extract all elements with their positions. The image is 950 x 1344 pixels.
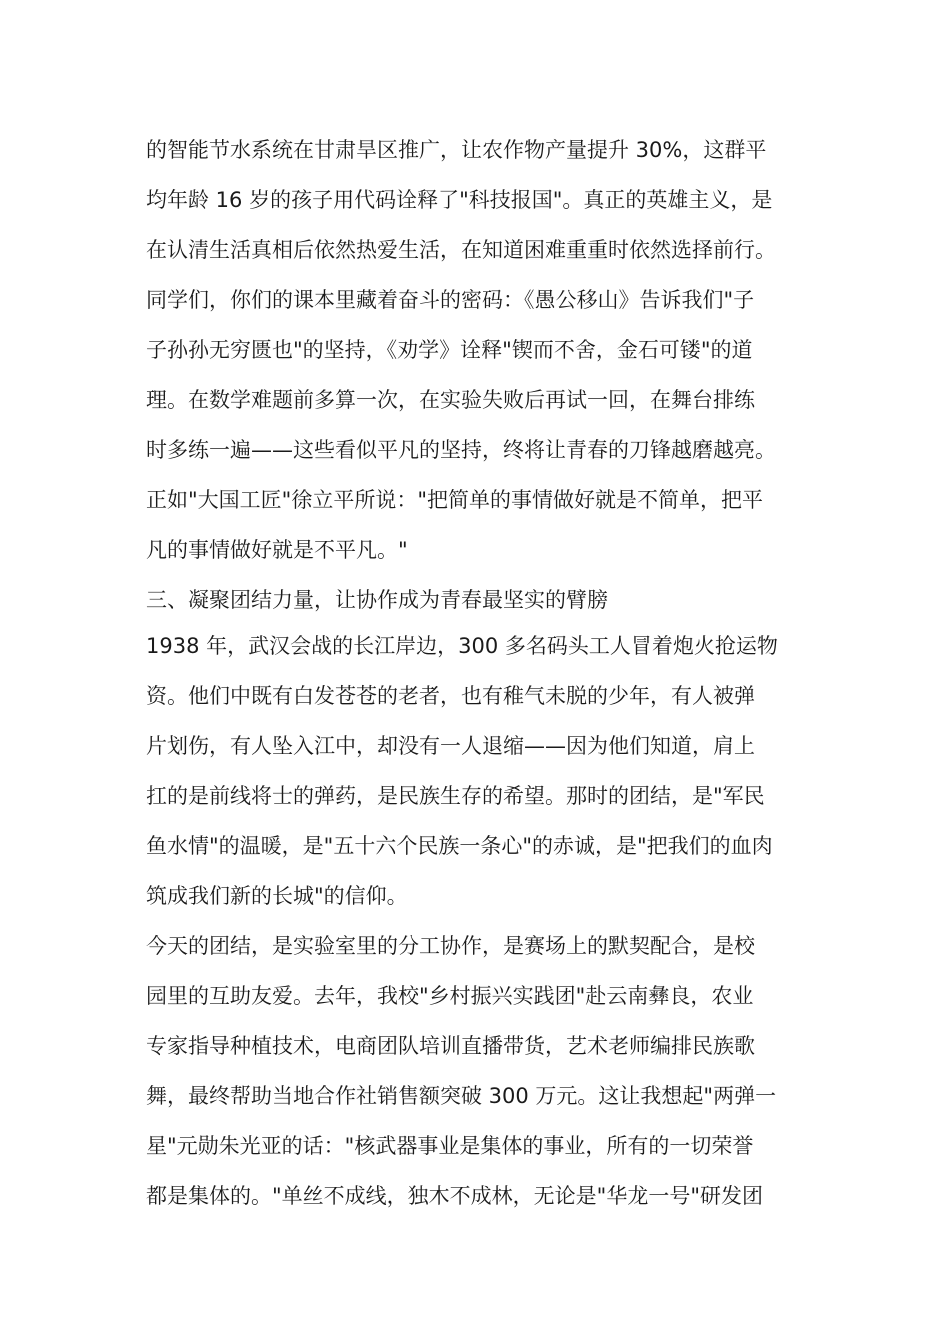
text-line: 都是集体的。"单丝不成线，独木不成林，无论是"华龙一号"研发团 xyxy=(146,1184,763,1208)
text-line: 在认清生活真相后依然热爱生活，在知道困难重重时依然选择前行。 xyxy=(146,238,776,262)
text-line: 时多练一遍——这些看似平凡的坚持，终将让青春的刀锋越磨越亮。 xyxy=(146,438,776,462)
text-line: 园里的互助友爱。去年，我校"乡村振兴实践团"赴云南彝良，农业 xyxy=(146,984,754,1008)
text-line: 资。他们中既有白发苍苍的老者，也有稚气未脱的少年，有人被弹 xyxy=(146,684,755,708)
text-line: 同学们，你们的课本里藏着奋斗的密码：《愚公移山》告诉我们"子 xyxy=(146,288,755,312)
text-line: 凡的事情做好就是不平凡。" xyxy=(146,538,408,562)
text-line: 理。在数学难题前多算一次，在实验失败后再试一回，在舞台排练 xyxy=(146,388,755,412)
text-line: 子孙孙无穷匮也"的坚持，《劝学》诠释"锲而不舍，金石可镂"的道 xyxy=(146,338,753,362)
text-line: 片划伤，有人坠入江中，却没有一人退缩——因为他们知道，肩上 xyxy=(146,734,755,758)
text-line: 正如"大国工匠"徐立平所说："把简单的事情做好就是不简单，把平 xyxy=(146,488,763,512)
text-line: 鱼水情"的温暖，是"五十六个民族一条心"的赤诚，是"把我们的血肉 xyxy=(146,834,773,858)
text-line: 均年龄 16 岁的孩子用代码诠释了"科技报国"。真正的英雄主义，是 xyxy=(146,188,773,212)
section-heading: 三、凝聚团结力量，让协作成为青春最坚实的臂膀 xyxy=(146,588,608,612)
text-line: 扛的是前线将士的弹药，是民族生存的希望。那时的团结，是"军民 xyxy=(146,784,765,808)
text-line: 星"元勋朱光亚的话："核武器事业是集体的事业，所有的一切荣誉 xyxy=(146,1134,754,1158)
text-line: 舞，最终帮助当地合作社销售额突破 300 万元。这让我想起"两弹一 xyxy=(146,1084,777,1108)
text-line: 今天的团结，是实验室里的分工协作，是赛场上的默契配合，是校 xyxy=(146,934,755,958)
text-line: 专家指导种植技术，电商团队培训直播带货，艺术老师编排民族歌 xyxy=(146,1034,755,1058)
text-line: 1938 年，武汉会战的长江岸边，300 多名码头工人冒着炮火抢运物 xyxy=(146,634,778,658)
text-line: 筑成我们新的长城"的信仰。 xyxy=(146,884,408,908)
text-line: 的智能节水系统在甘肃旱区推广，让农作物产量提升 30%，这群平 xyxy=(146,138,767,162)
